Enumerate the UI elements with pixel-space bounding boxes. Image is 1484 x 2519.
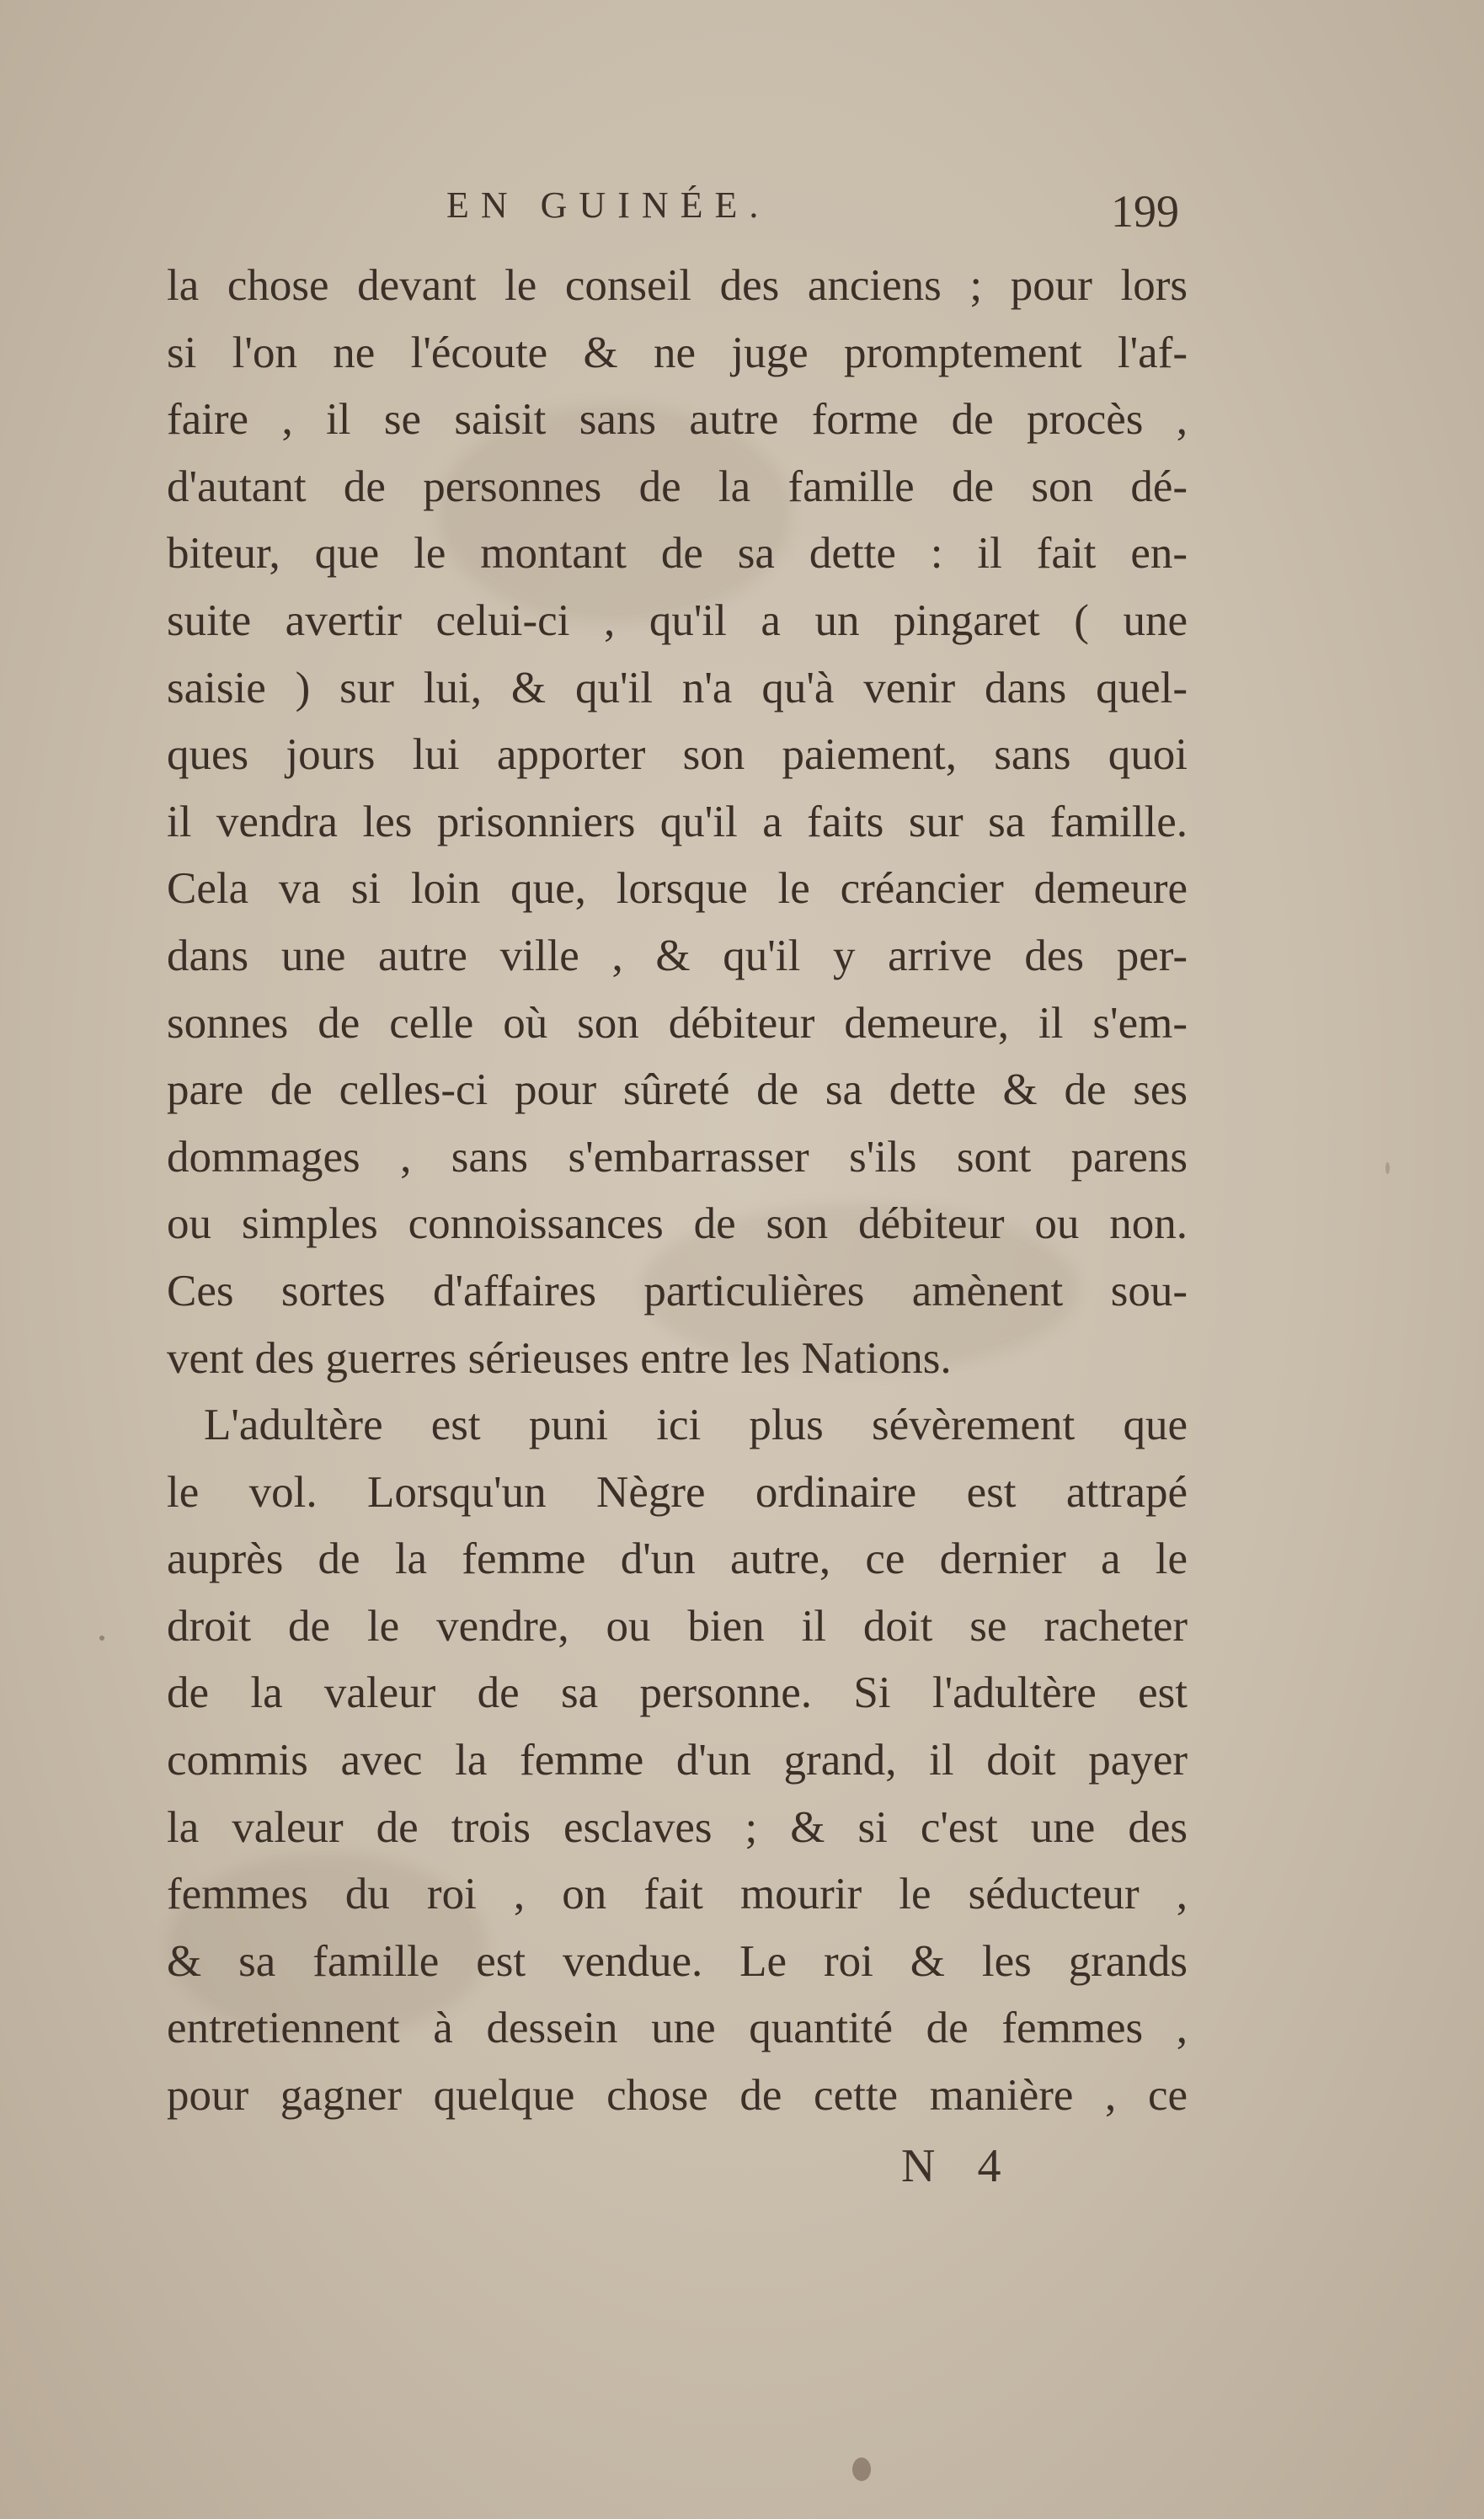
text-line: biteur, que le montant de sa dette : il fait en- <box>167 529 1188 579</box>
text-line: de la valeur de sa personne. Si l'adultère est <box>167 1668 1188 1718</box>
signature-mark: N 4 <box>901 2140 1017 2192</box>
text-line: dans une autre ville , & qu'il y arrive des per- <box>167 931 1188 980</box>
text-line: Ces sortes d'affaires particulières amènent sou- <box>167 1266 1188 1316</box>
text-line: la chose devant le conseil des anciens ; pour lors <box>167 261 1188 310</box>
body-text <box>167 253 1188 2130</box>
text-line: pare de celles-ci pour sûreté de sa dette & de ses <box>167 1065 1188 1115</box>
page-number: 199 <box>1111 186 1179 237</box>
text-line: faire , il se saisit sans autre forme de procès , <box>167 395 1188 445</box>
text-line: entretiennent à dessein une quantité de femmes , <box>167 2004 1188 2053</box>
text-line: pour gagner quelque chose de cette manière , ce <box>167 2071 1188 2121</box>
text-line: d'autant de personnes de la famille de son dé- <box>167 462 1188 511</box>
text-line: auprès de la femme d'un autre, ce dernier a le <box>167 1534 1188 1584</box>
text-line: le vol. Lorsqu'un Nègre ordinaire est attrapé <box>167 1467 1188 1517</box>
ink-spot <box>1385 1162 1390 1174</box>
text-line: dommages , sans s'embarrasser s'ils sont parens <box>167 1132 1188 1182</box>
text-line: & sa famille est vendue. Le roi & les grands <box>167 1936 1188 1986</box>
ink-spot <box>99 1636 104 1641</box>
ink-spot <box>852 2458 871 2481</box>
text-line: vent des guerres sérieuses entre les Nations. <box>167 1333 952 1383</box>
text-line: saisie ) sur lui, & qu'il n'a qu'à venir dans quel- <box>167 663 1188 712</box>
text-line: ques jours lui apporter son paiement, sans quoi <box>167 730 1188 780</box>
page-header <box>168 184 1196 243</box>
text-line: commis avec la femme d'un grand, il doit payer <box>167 1736 1188 1785</box>
running-title: EN GUINÉE. <box>446 184 771 226</box>
text-line: droit de le vendre, ou bien il doit se racheter <box>167 1601 1188 1651</box>
text-line: suite avertir celui-ci , qu'il a un pingaret ( une <box>167 595 1188 645</box>
text-line: il vendra les prisonniers qu'il a faits sur sa famille. <box>167 797 1188 846</box>
text-line: ou simples connoissances de son débiteur ou non. <box>167 1199 1188 1249</box>
text-line: Cela va si loin que, lorsque le créancier demeure <box>167 864 1188 914</box>
text-line: si l'on ne l'écoute & ne juge promptement l'af- <box>167 328 1188 377</box>
text-line: sonnes de celle où son débiteur demeure, il s'em- <box>167 998 1188 1048</box>
text-line: L'adultère est puni ici plus sévèrement que <box>204 1401 1188 1450</box>
text-line: la valeur de trois esclaves ; & si c'est une des <box>167 1802 1188 1852</box>
text-line: femmes du roi , on fait mourir le séducteur , <box>167 1870 1188 1919</box>
